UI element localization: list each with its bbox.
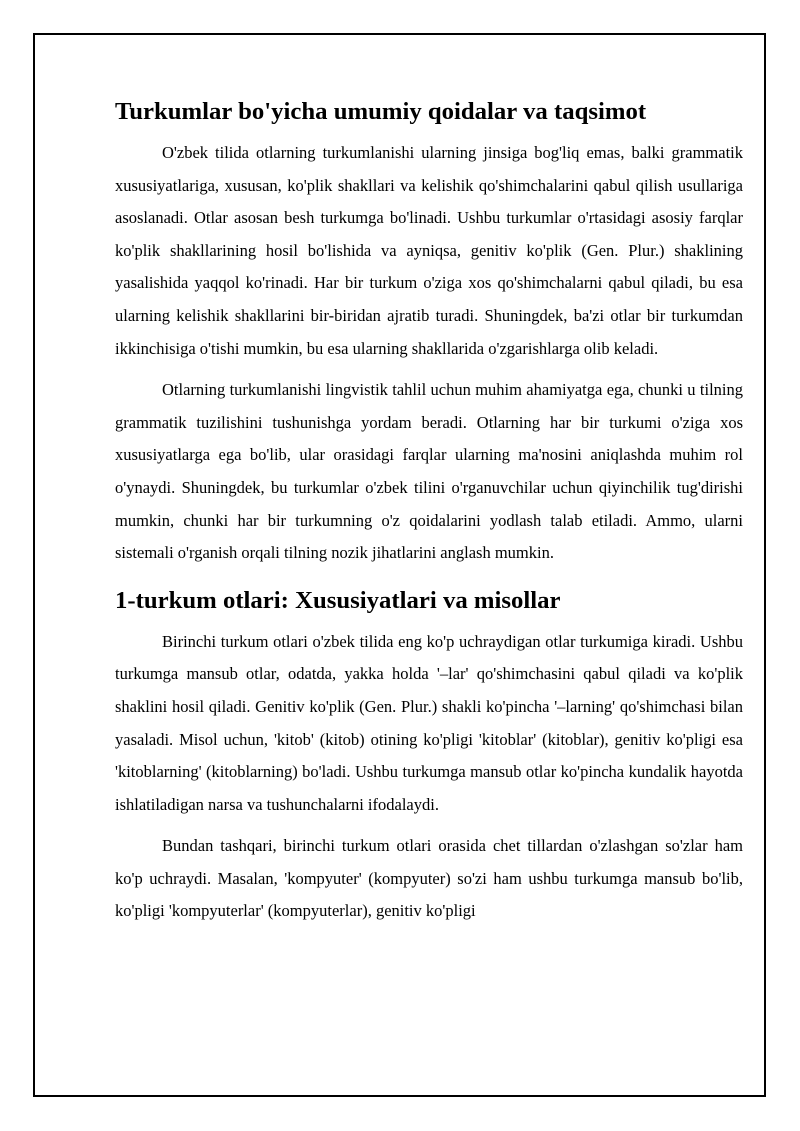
- paragraph: Otlarning turkumlanishi lingvistik tahlil uchun muhim ahamiyatga ega, chunki u tilning grammatik tuzilishini tushunishga yordam beradi. Otlarning har bir turkumi o'ziga xos xususiyatlarga ega bo'lib, ular orasidagi farqlar ularning ma'nosini aniqlashda muhim rol o'ynaydi. Shuningdek, bu turkumlar o'zbek tilini o'rganuvchilar uchun qiyinchilik tug'dirishi mumkin, chunki har bir turkumning o'z qoidalarini yodlash talab etiladi. Ammo, ularni sistemali o'rganish orqali tilning nozik jihatlarini anglash mumkin.: [115, 380, 743, 563]
- paragraph: O'zbek tilida otlarning turkumlanishi ularning jinsiga bog'liq emas, balki grammatik xususiyatlariga, xususan, ko'plik shakllari va kelishik qo'shimchalarini qabul qilish usullariga asoslanadi. Otlar asosan besh turkumga bo'linadi. Ushbu turkumlar o'rtasidagi asosiy farqlar ko'plik shakllarining hosil bo'lishida va ayniqsa, genitiv ko'plik (Gen. Plur.) shaklining yasalishida yaqqol ko'rinadi. Har bir turkum o'ziga xos qo'shimchalarni qabul qiladi, bu esa ularning kelishik shakllarini bir-biridan ajratib turadi. Shuningdek, ba'zi otlar bir turkumdan ikkinchisiga o'tishi mumkin, bu esa ularning shakllarida o'zgarishlarga olib keladi.: [115, 143, 743, 358]
- paragraph: Bundan tashqari, birinchi turkum otlari orasida chet tillardan o'zlashgan so'zlar ham ko'p uchraydi. Masalan, 'kompyuter' (kompyuter) so'zi ham ushbu turkumga mansub bo'lib, ko'pligi 'kompyuterlar' (kompyuterlar), genitiv ko'pligi: [115, 836, 743, 921]
- section-heading: 1-turkum otlari: Xususiyatlari va misollar: [115, 586, 561, 614]
- section-heading: Turkumlar bo'yicha umumiy qoidalar va taqsimot: [115, 98, 647, 125]
- paragraph: Birinchi turkum otlari o'zbek tilida eng ko'p uchraydigan otlar turkumiga kiradi. Ushbu turkumga mansub otlar, odatda, yakka holda '–lar' qo'shimchasini qabul qiladi va ko'plik shaklini hosil qiladi. Genitiv ko'plik (Gen. Plur.) shakli ko'pincha '–larning' qo'shimchasi bilan yasaladi. Misol uchun, 'kitob' (kitob) otining ko'pligi 'kitoblar' (kitoblar), genitiv ko'pligi esa 'kitoblarning' (kitoblarning) bo'ladi. Ushbu turkumga mansub otlar ko'pincha kundalik hayotda ishlatiladigan narsa va tushunchalarni ifodalaydi.: [115, 631, 743, 814]
- document-body: [115, 96, 743, 928]
